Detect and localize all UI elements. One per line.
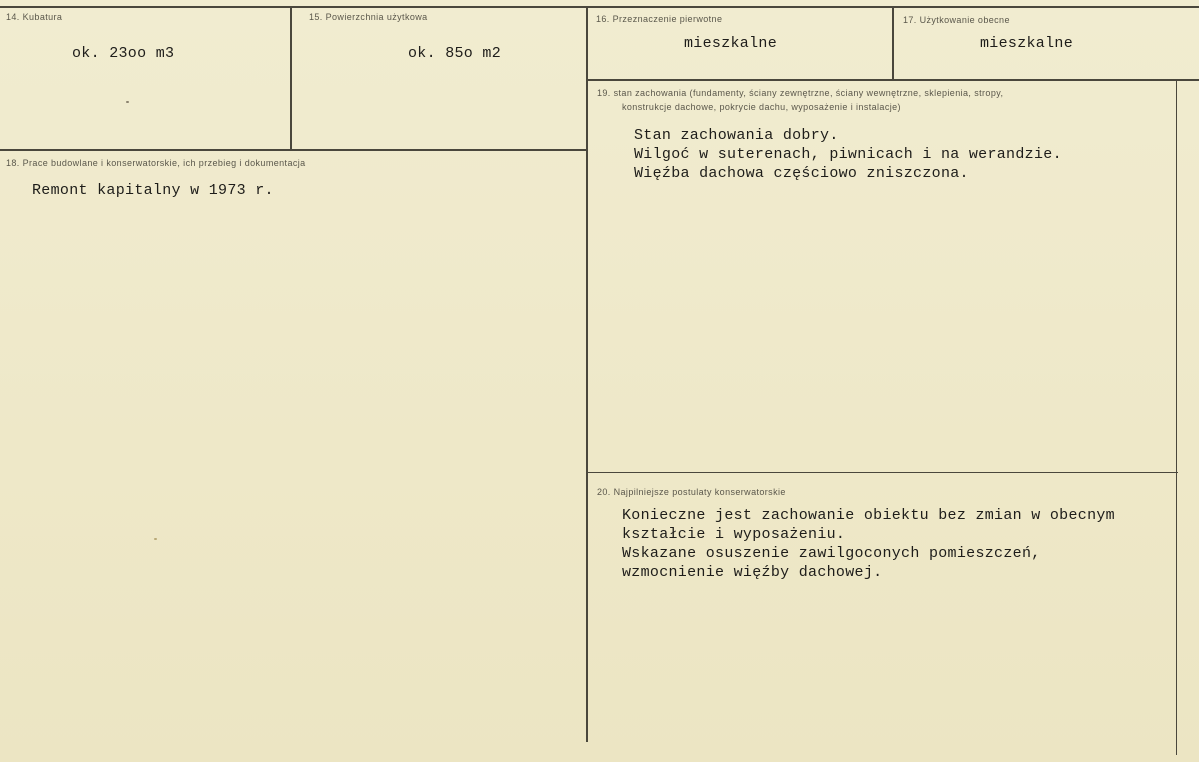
divider-16-17 [892, 8, 894, 80]
stan-line: Stan zachowania dobry. [634, 127, 839, 144]
divider-15-16 [586, 8, 588, 742]
label-przeznaczenie: 16. Przeznaczenie pierwotne [596, 14, 723, 24]
paper-speck [154, 538, 157, 540]
value-powierzchnia: ok. 85o m2 [408, 45, 502, 62]
text-postulaty [622, 506, 1115, 582]
label-stan-zachowania-cont: konstrukcje dachowe, pokrycie dachu, wyposażenie i instalacje) [622, 102, 901, 112]
text-stan-zachowania [634, 126, 1062, 183]
stan-line: Więźba dachowa częściowo zniszczona. [634, 165, 969, 182]
postulat-line: kształcie i wyposażeniu. [622, 526, 846, 543]
label-kubatura: 14. Kubatura [6, 12, 63, 22]
value-kubatura: ok. 23oo m3 [72, 45, 175, 62]
label-prace-budowlane: 18. Prace budowlane i konserwatorskie, ich przebieg i dokumentacja [6, 158, 306, 168]
divider-right-mid-horizontal [588, 472, 1178, 473]
label-stan-zachowania: 19. stan zachowania (fundamenty, ściany zewnętrzne, ściany wewnętrzne, sklepienia, stropy, [597, 88, 1004, 98]
label-powierzchnia: 15. Powierzchnia użytkowa [309, 12, 428, 22]
stan-line: Wilgoć w suterenach, piwnicach i na werandzie. [634, 146, 1062, 163]
divider-14-15 [290, 8, 292, 150]
postulat-line: Wskazane osuszenie zawilgoconych pomieszczeń, [622, 545, 1041, 562]
paper-speck [126, 101, 129, 103]
value-prace-budowlane: Remont kapitalny w 1973 r. [32, 182, 274, 199]
value-uzytkowanie: mieszkalne [980, 35, 1074, 52]
divider-left-horizontal [0, 149, 588, 151]
divider-right-top-horizontal [588, 79, 1199, 81]
label-postulaty: 20. Najpilniejsze postulaty konserwatorskie [597, 487, 786, 497]
postulat-line: Konieczne jest zachowanie obiektu bez zmian w obecnym [622, 507, 1115, 524]
label-uzytkowanie: 17. Użytkowanie obecne [903, 15, 1010, 25]
right-inner-border [1176, 80, 1177, 755]
top-border [0, 6, 1199, 8]
value-przeznaczenie: mieszkalne [684, 35, 778, 52]
postulat-line: wzmocnienie więźby dachowej. [622, 564, 883, 581]
